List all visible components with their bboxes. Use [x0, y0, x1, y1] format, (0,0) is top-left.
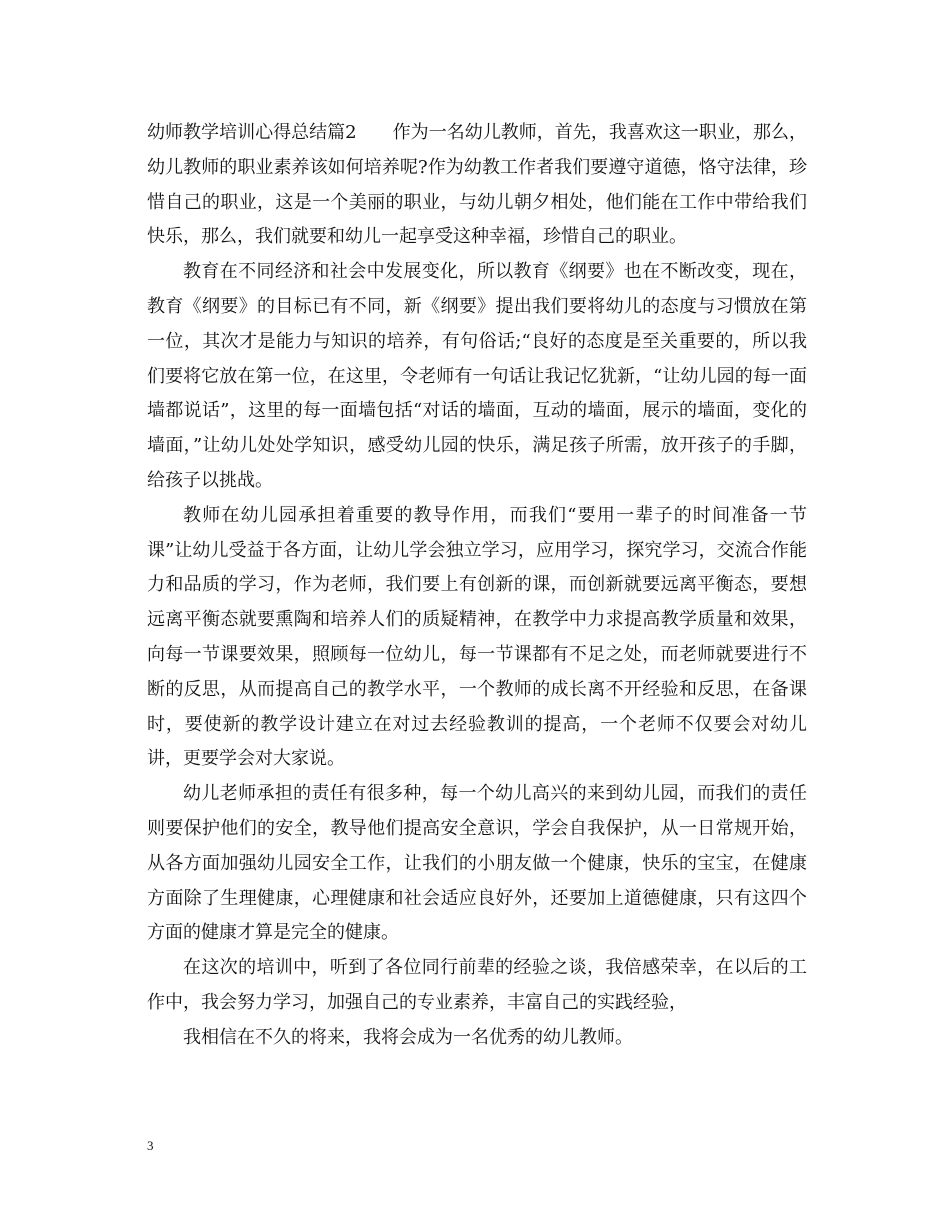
document-heading: 幼师教学培训心得总结篇2: [147, 122, 357, 143]
paragraph-5: 在这次的培训中，听到了各位同行前辈的经验之谈，我倍感荣幸，在以后的工作中，我会努力学习，加强自己的专业素养，丰富自己的实践经验，: [147, 957, 807, 1013]
paragraph-1-text: 作为一名幼儿教师，首先，我喜欢这一职业，那么，幼儿教师的职业素养该如何培养呢?作为幼教工作者我们要遵守道德，恪守法律，珍惜自己的职业，这是一个美丽的职业，与幼儿朝夕相处，他们能在工作中带给我们快乐，那么，我们就要和幼儿一起享受这种幸福，珍惜自己的职业。: [147, 122, 808, 248]
paragraph-2: 教育在不同经济和社会中发展变化，所以教育《纲要》也在不断改变，现在，教育《纲要》的目标已有不同，新《纲要》提出我们要将幼儿的态度与习惯放在第一位，其次才是能力与知识的培养，有句俗话;“良好的态度是至关重要的，所以我们要将它放在第一位，在这里，令老师有一句话让我记忆犹新，“让幼儿园的每一面墙都说话”，这里的每一面墙包括“对话的墙面，互动的墙面，展示的墙面，变化的墙面，”让幼儿处处学知识，感受幼儿园的快乐，满足孩子所需，放开孩子的手脚，给孩子以挑战。: [147, 261, 807, 491]
paragraph-1: [147, 116, 807, 255]
document-body: [147, 116, 807, 1056]
paragraph-3: 教师在幼儿园承担着重要的教导作用，而我们“要用一辈子的时间准备一节课”让幼儿受益于各方面，让幼儿学会独立学习，应用学习，探究学习，交流合作能力和品质的学习，作为老师，我们要上有创新的课，而创新就要远离平衡态，要想远离平衡态就要熏陶和培养人们的质疑精神，在教学中力求提高教学质量和效果，向每一节课要效果，照顾每一位幼儿，每一节课都有不足之处，而老师就要进行不断的反思，从而提高自己的教学水平，一个教师的成长离不开经验和反思，在备课时，要使新的教学设计建立在对过去经验教训的提高，一个老师不仅要会对幼儿讲，更要学会对大家说。: [147, 504, 807, 770]
paragraph-4: 幼儿老师承担的责任有很多种，每一个幼儿高兴的来到幼儿园，而我们的责任则要保护他们的安全，教导他们提高安全意识，学会自我保护，从一日常规开始，从各方面加强幼儿园安全工作，让我们的小朋友做一个健康，快乐的宝宝，在健康方面除了生理健康，心理健康和社会适应良好外，还要加上道德健康，只有这四个方面的健康才算是完全的健康。: [147, 783, 807, 944]
page-number: 3: [147, 1138, 154, 1153]
paragraph-6: 我相信在不久的将来，我将会成为一名优秀的幼儿教师。: [183, 1026, 633, 1048]
